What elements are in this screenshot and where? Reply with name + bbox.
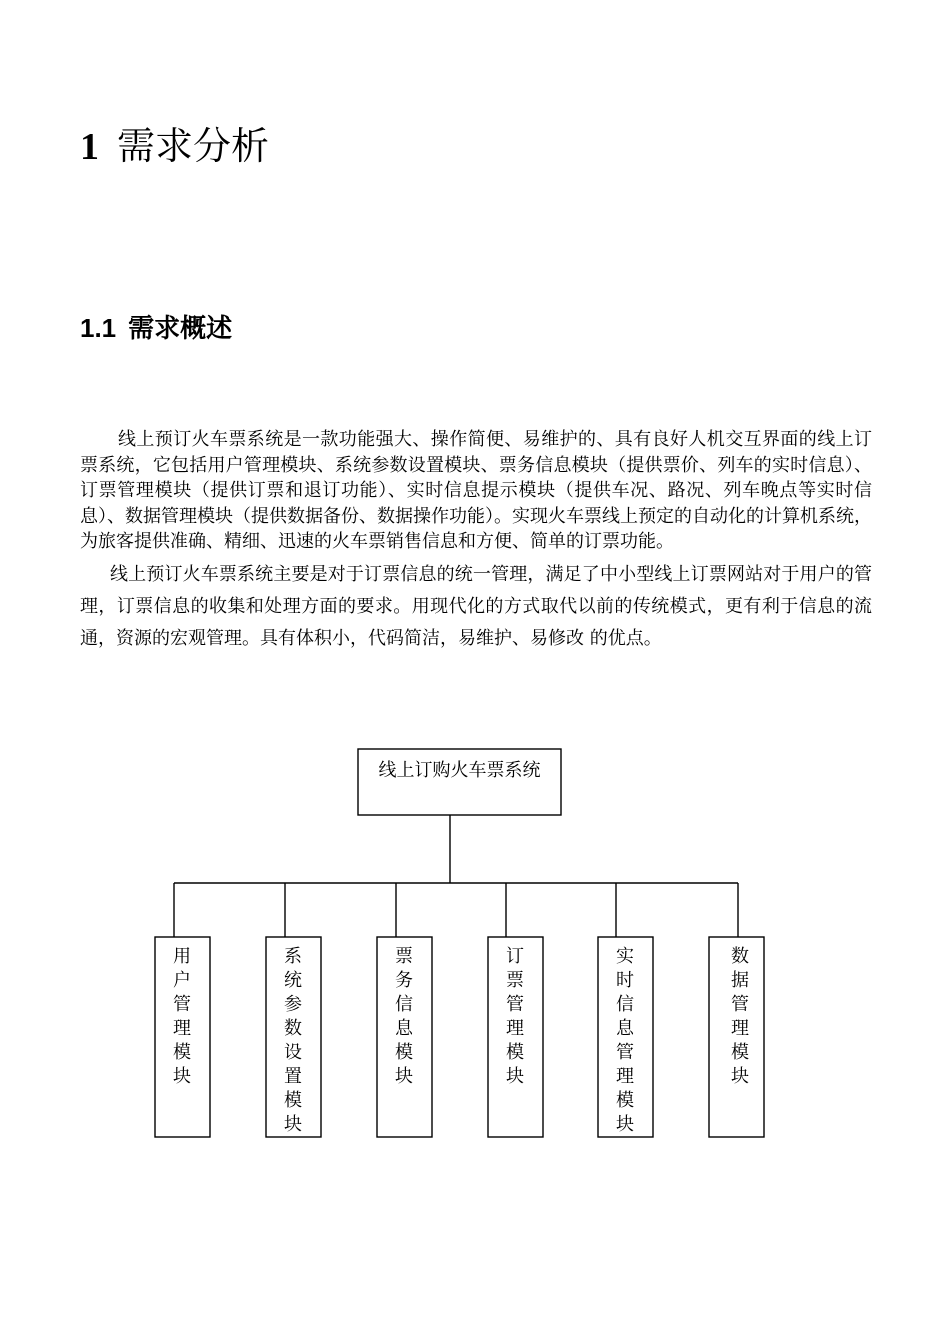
section-title: 需求概述 [128,313,233,343]
module-label-1: 用户管理模块 [170,946,191,1090]
module-label-3: 票务信息模块 [392,946,413,1090]
chapter-number: 1 [80,126,99,168]
module-label-4: 订票管理模块 [503,946,524,1090]
paragraph-1: 线上预订火车票系统是一款功能强大、操作简便、易维护的、具有良好人机交互界面的线上订票系统，它包括用户管理模块、系统参数设置模块、票务信息模块（提供票价、列车的实时信息）、订票管理模块（提供订票和退订功能）、实时信息提示模块（提供车况、路况、列车晚点等实时信息）、数据管理模块（提供数据备份、数据操作功能）。实现火车票线上预定的自动化的计算机系统，为旅客提供准确、精细、迅速的火车票销售信息和方便、简单的订票功能。 [80,429,872,553]
module-label-5: 实时信息管理模块 [613,946,634,1138]
section-number: 1.1 [80,313,117,343]
paragraph-2: 线上预订火车票系统主要是对于订票信息的统一管理，满足了中小型线上订票网站对于用户的管理，订票信息的收集和处理方面的要求。用现代化的方式取代以前的传统模式，更有利于信息的流通，资源的宏观管理。具有体积小，代码简洁，易维护、易修改 的优点。 [80,563,872,649]
chapter-title: 需求分析 [117,124,270,168]
module-label-2: 系统参数设置模块 [281,946,302,1138]
root-label: 线上订购火车票系统 [378,760,541,781]
module-label-6: 数据管理模块 [728,946,749,1090]
